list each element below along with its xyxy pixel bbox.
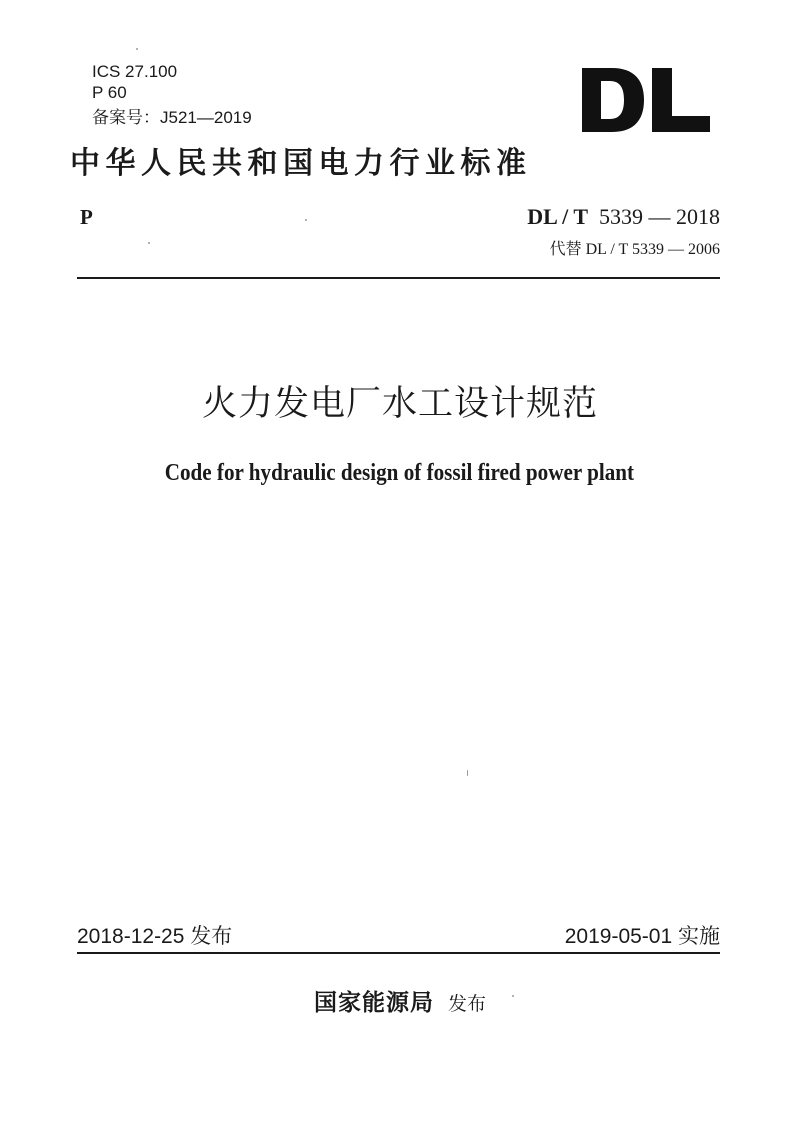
ics-code: ICS 27.100 — [92, 62, 178, 81]
dl-logo-graphic — [582, 68, 710, 132]
standard-code: DL / T — [527, 204, 588, 229]
scan-speck — [467, 770, 468, 776]
standard-number-value: 5339 — 2018 — [599, 204, 720, 229]
standard-category: 中华人民共和国电力行业标准 — [70, 146, 532, 181]
scan-speck — [305, 219, 307, 221]
scan-speck — [136, 48, 138, 50]
dl-logo — [582, 68, 710, 132]
replaces-standard: 代替 DL / T 5339 — 2006 — [549, 241, 720, 258]
top-rule — [77, 277, 720, 279]
scan-speck — [148, 242, 150, 244]
title-chinese: 火力发电厂水工设计规范 — [201, 384, 598, 424]
class-letter: P — [80, 205, 93, 229]
record-number: 备案号：J521—2019 — [92, 108, 252, 127]
title-english: Code for hydraulic design of fossil fired power plant — [164, 460, 635, 486]
issuer-name: 国家能源局 — [313, 989, 434, 1016]
standard-number — [527, 203, 720, 231]
issue-date: 2018-12-25 发布 — [77, 925, 233, 948]
scan-speck — [512, 995, 514, 997]
classification-code: P 60 — [92, 83, 127, 102]
issuer-action: 发布 — [447, 993, 486, 1015]
implementation-date: 2019-05-01 实施 — [564, 925, 720, 948]
issuer-line — [0, 988, 800, 1020]
bottom-rule — [77, 952, 720, 954]
